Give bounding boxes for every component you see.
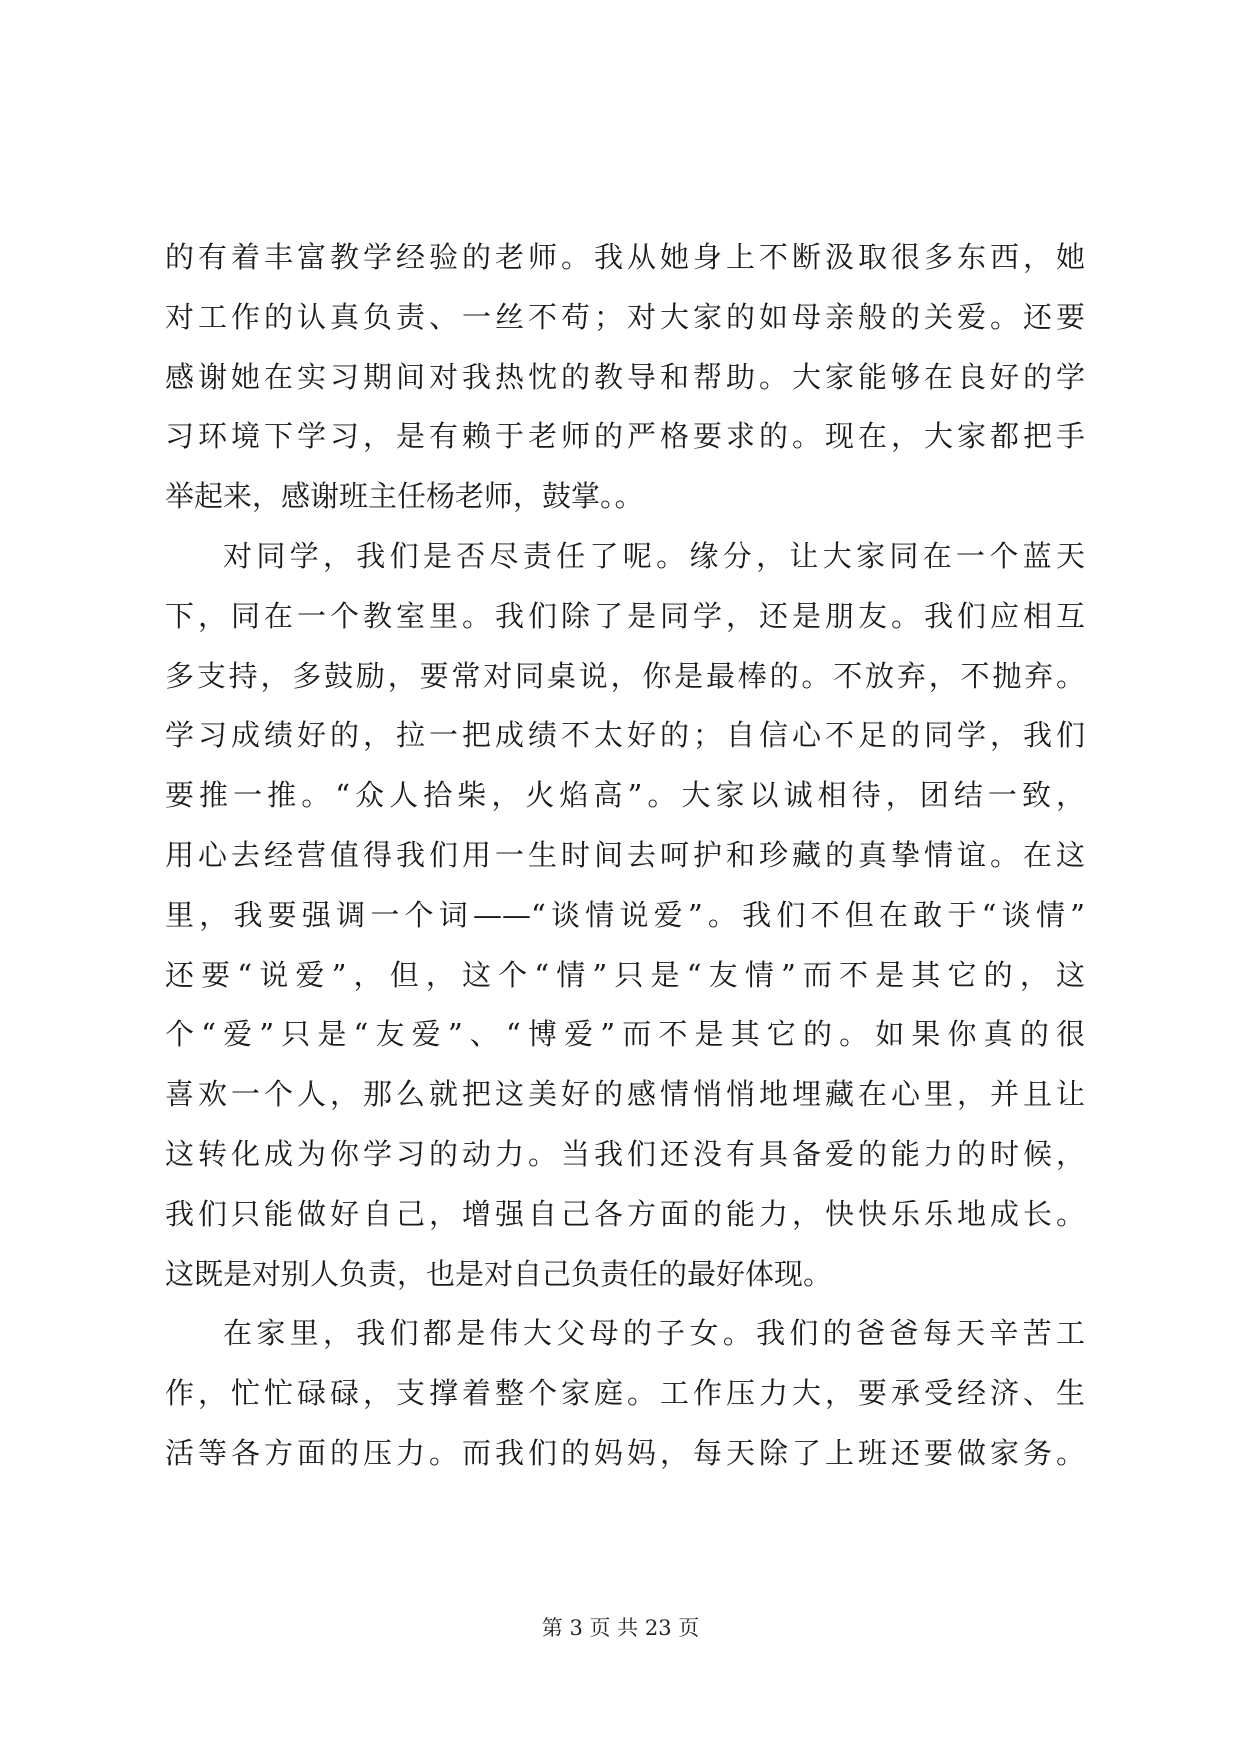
text-line: 举起来，感谢班主任杨老师，鼓掌。。 — [165, 479, 644, 514]
text-line: 喜欢一个人，那么就把这美好的感情悄悄地埋藏在心里，并且让 — [165, 1077, 1085, 1112]
text-line: 下，同在一个教室里。我们除了是同学，还是朋友。我们应相互 — [165, 598, 1085, 633]
text-line: 活等各方面的压力。而我们的妈妈，每天除了上班还要做家务。 — [165, 1435, 1085, 1470]
text-line: 还要“说爱”，但，这个“情”只是“友情”而不是其它的，这 — [165, 957, 1085, 992]
text-line: 这既是对别人负责，也是对自己负责任的最好体现。 — [165, 1256, 833, 1291]
text-line: 要推一推。“众人拾柴，火焰高”。大家以诚相待，团结一致， — [165, 778, 1085, 813]
text-line: 里，我要强调一个词——“谈情说爱”。我们不但在敢于“谈情” — [165, 897, 1085, 932]
text-line: 用心去经营值得我们用一生时间去呵护和珍藏的真挚情谊。在这 — [165, 837, 1085, 872]
text-line: 感谢她在实习期间对我热忱的教导和帮助。大家能够在良好的学 — [165, 359, 1085, 394]
body-text — [165, 228, 1085, 1484]
text-line: 的有着丰富教学经验的老师。我从她身上不断汲取很多东西，她 — [165, 240, 1085, 274]
text-line: 我们只能做好自己，增强自己各方面的能力，快快乐乐地成长。 — [165, 1196, 1085, 1231]
text-line: 学习成绩好的，拉一把成绩不太好的；自信心不足的同学，我们 — [165, 718, 1085, 753]
text-line: 这转化成为你学习的动力。当我们还没有具备爱的能力的时候， — [165, 1136, 1085, 1171]
paragraph-first-line: 在家里，我们都是伟大父母的子女。我们的爸爸每天辛苦工 — [223, 1316, 1085, 1351]
text-line: 习环境下学习，是有赖于老师的严格要求的。现在，大家都把手 — [165, 419, 1085, 454]
text-line: 个“爱”只是“友爱”、“博爱”而不是其它的。如果你真的很 — [165, 1017, 1085, 1052]
page-number-footer: 第 3 页 共 23 页 — [541, 1616, 700, 1640]
text-line: 多支持，多鼓励，要常对同桌说，你是最棒的。不放弃，不抛弃。 — [165, 658, 1085, 693]
text-line: 对工作的认真负责、一丝不苟；对大家的如母亲般的关爱。还要 — [165, 299, 1085, 334]
paragraph-first-line: 对同学，我们是否尽责任了呢。缘分，让大家同在一个蓝天 — [223, 538, 1085, 573]
text-line: 作，忙忙碌碌，支撑着整个家庭。工作压力大，要承受经济、生 — [165, 1376, 1085, 1411]
